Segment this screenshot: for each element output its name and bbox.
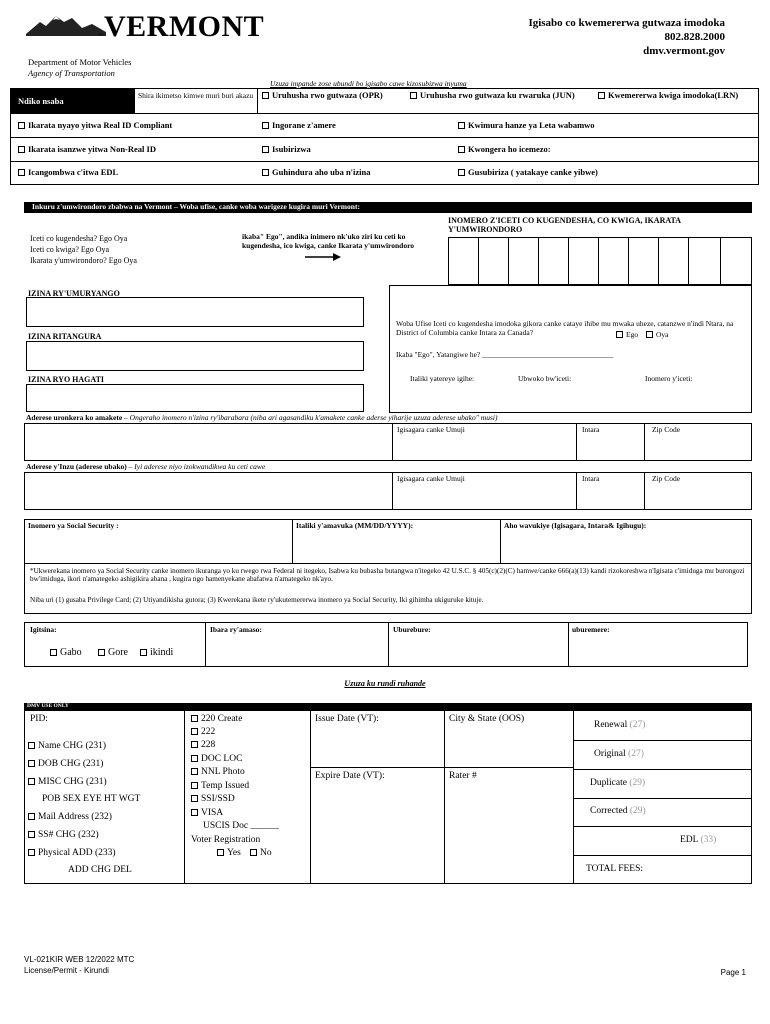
website: dmv.vermont.gov [643,45,725,57]
weight-label[interactable]: uburemere: [572,625,610,634]
dmv-rater[interactable]: Rater # [449,771,477,781]
option-lrn[interactable]: Kwemererwa kwiga imodoka(LRN) [598,91,748,101]
phone-number: 802.828.2000 [664,31,725,43]
sign-hint: Shira ikimetso kimwe muri buri akazu [138,91,254,100]
id-number-boxes[interactable] [448,237,752,285]
id-number-header: INOMERO Z'ICETI CO KUGENDESHA, CO KWIGA, IKARATA Y'UMWIRONDORO [448,216,681,235]
license-label-cell [10,88,135,114]
dmv-doc-loc[interactable]: DOC LOC [191,754,242,765]
license-type-label: Ubwoko bw'iceti: [518,374,572,383]
lrn-checkbox[interactable] [598,92,605,99]
mailing-zip-label: Zip Code [652,425,681,434]
identity-banner-text: Inkuru z'umwirondoro zbabwa na Vermont – Woba ufise, canke woba warigeze kugira muri Vermont: [32,202,360,211]
out-of-state-checkbox[interactable] [458,122,465,129]
residential-address-label: Aderese y'Inzu (aderese ubako) – Iyi aderese niyo izokwandikwa ku ceti cawe [26,462,266,471]
total-fees[interactable]: TOTAL FEES: [586,864,644,874]
option-non-real-id[interactable]: Ikarata isanzwe yitwa Non-Real ID [18,145,156,155]
female-checkbox[interactable] [98,649,105,656]
page-number: Page 1 [720,968,746,977]
mail-address-checkbox[interactable] [28,813,35,820]
license-label: Ndiko nsaba [18,96,64,106]
real-id-checkbox[interactable] [18,122,25,129]
option-jun[interactable]: Uruhusha rwo gutwaza ku rwaruka (JUN) [410,91,590,101]
fee-corrected[interactable]: Corrected (29) [590,806,646,816]
middle-name-label: IZINA RYO HAGATI [28,375,105,384]
ssn-notice: *Ukwerekana inomero ya Social Security canke inomero ikuranga yo ku rwego rwa Federal ni itegeko, Isabwa ku bubasha butangwa n'itegeko 42 U.S.C. § 405(c)(2)(C) hamwe/canke 666(a)(13) kandi rizokoreshwa n'Igisata c'imiduga mu burongozi bw'imiduga, ikori n'amategeko ashigikira abana , kugira ngo hamenyekane abafatwa n'amategeko nk'ayo. [30,567,745,584]
option-opr[interactable]: Uruhusha rwo gutwaza (OPR) [262,91,402,101]
ss-chg-checkbox[interactable] [28,831,35,838]
dmv-add-line: ADD CHG DEL [68,865,132,875]
create-220-checkbox[interactable] [191,715,198,722]
last-name-label: IZINA RY'UMURYANGO [28,289,120,298]
eye-color-label[interactable]: Ibara ry'amaso: [210,625,262,634]
last-name-field[interactable] [26,297,364,327]
agency-name: Agency of Transportation [28,68,115,78]
dob-chg-checkbox[interactable] [28,760,35,767]
other-yes-checkbox[interactable] [616,331,623,338]
vermont-logo: VERMONT [104,10,265,43]
logo-trademark: ™ [98,34,103,39]
edl-checkbox[interactable] [18,169,25,176]
first-name-field[interactable] [26,341,364,371]
dmv-dob-chg[interactable]: DOB CHG (231) [28,759,103,770]
option-duplicate-reason[interactable]: Ingorane z'amere [262,121,336,131]
ssn-exemption: Niba uri (1) gusaba Privilege Card; (2) Utiyandikisha gutora; (3) Kwerekana ikete ry'ukutemererwa inomero ya Social Security, Iki gihimba ukiguruke kituje. [30,596,484,604]
dmv-228[interactable]: 228 [191,740,215,751]
dmv-222[interactable]: 222 [191,727,215,738]
other-license-panel [389,285,752,413]
fee-duplicate[interactable]: Duplicate (29) [590,778,646,788]
change-address-name-checkbox[interactable] [262,169,269,176]
dmv-visa[interactable]: VISA [191,808,223,819]
option-real-id[interactable]: Ikarata nyayo yitwa Real ID Compliant [18,121,172,131]
misc-chg-checkbox[interactable] [28,778,35,785]
height-label[interactable]: Uburebure: [393,625,431,634]
dmv-220[interactable]: 220 Create [191,714,242,725]
continue-other-side: Uzuza ku rundi ruhande [344,679,426,688]
name-chg-checkbox[interactable] [28,742,35,749]
nnl-photo-checkbox[interactable] [191,768,198,775]
department-name: Department of Motor Vehicles [28,57,132,67]
exp-date-label: Italiki yatereye igihe: [410,374,475,383]
arrow-right-icon [305,253,341,261]
other-no-checkbox[interactable] [646,331,653,338]
add-endorsement-checkbox[interactable] [458,146,465,153]
physical-add-checkbox[interactable] [28,849,35,856]
code-228-checkbox[interactable] [191,741,198,748]
fee-original[interactable]: Original (27) [594,749,644,759]
form-name: License/Permit - Kirundi [24,966,109,975]
q-license[interactable]: Iceti co kugendesha? Ego Oya [30,234,128,243]
mailing-city-label: Igisagara canke Umuji [397,425,465,434]
mailing-state-label: Intara [582,425,600,434]
residential-city-label: Igisagara canke Umuji [397,474,465,483]
option-change-address-name[interactable]: Guhindura aho uba n'izina [262,168,371,178]
duplicate-reason-checkbox[interactable] [262,122,269,129]
if-yes-where[interactable]: Ikaba "Ego", Yatangiwe he? ___________________________________ [396,350,614,359]
option-add-endorsement[interactable]: Kwongera ho icemezo: [458,145,551,155]
dmv-expire-date[interactable]: Expire Date (VT): [315,771,385,781]
dmv-temp-issued[interactable]: Temp Issued [191,781,249,792]
other-license-question: Woba Ufise Iceti co kugendesha imodoka gikora canke cataye ihibe mu mwaka uheze, catanzwe n'indi Ntara, na District of Columbia canke Intara za Canada? [396,319,734,337]
other-license-yes[interactable]: Ego [616,331,638,340]
voter-no-checkbox[interactable] [250,849,257,856]
identity-banner [24,202,752,213]
dmv-issue-date[interactable]: Issue Date (VT): [315,714,379,724]
fee-renewal[interactable]: Renewal (27) [594,720,646,730]
gender-male[interactable]: Gabo [50,647,82,659]
dmv-misc-chg[interactable]: MISC CHG (231) [28,777,107,788]
dob-label[interactable]: Italiki y'amavuka (MM/DD/YYYY): [296,521,414,530]
vermont-logo-mountains-icon [26,10,106,40]
fee-edl[interactable]: EDL (33) [680,835,717,845]
instruction-text: Uzuza impande zose ubundi bo igisabo cawe kizosubizwa inyuma [270,79,467,88]
dmv-uscis[interactable]: USCIS Doc ______ [203,821,280,831]
voter-yes-checkbox[interactable] [217,849,224,856]
residential-address-field[interactable] [24,472,752,510]
dmv-voter-no[interactable]: No [250,848,272,859]
dmv-nnl-photo[interactable]: NNL Photo [191,767,245,778]
non-real-id-checkbox[interactable] [18,146,25,153]
gender-label: Igitsina: [30,625,57,634]
visa-checkbox[interactable] [191,809,198,816]
q-id-card[interactable]: Ikarata y'umwirondoro? Ego Oya [30,256,137,265]
replacement-checkbox[interactable] [458,169,465,176]
option-replacement[interactable]: Gusubiriza ( yatakaye canke yibwe) [458,168,598,178]
dmv-city-state[interactable]: City & State (OOS) [449,714,525,724]
license-number-label: Inomero y'iceti: [645,374,693,383]
dmv-mail-address[interactable]: Mail Address (232) [28,812,112,823]
renewal-checkbox[interactable] [262,146,269,153]
dmv-ssi-ssd[interactable]: SSI/SSD [191,794,235,805]
form-id: VL-021KIR WEB 12/2022 MTC [24,955,135,964]
first-name-label: IZINA RITANGURA [28,332,102,341]
other-license-no[interactable]: Oya [646,331,669,340]
form-title: Igisabo co kwemererwa gutwaza imodoka [528,17,725,29]
option-edl[interactable]: Icangombwa c'itwa EDL [18,168,118,178]
option-renewal[interactable]: Isubirizwa [262,145,311,155]
middle-name-field[interactable] [26,384,364,412]
residential-state-label: Intara [582,474,600,483]
dmv-voter-yes[interactable]: Yes [217,848,241,859]
dmv-pob-line: POB SEX EYE HT WGT [42,794,141,804]
sign-hint-cell [134,88,258,114]
dmv-voter-registration: Voter Registration [191,835,261,845]
dmv-ss-chg[interactable]: SS# CHG (232) [28,830,99,841]
mailing-address-label: Aderese uronkera ko amakete – Ongeraho inomero n'izina ry'ibarabara (niba ari agasandiku k'amakete canke aderse yiharije uzuza aderese ubako" musi) [26,413,498,422]
residential-zip-label: Zip Code [652,474,681,483]
mailing-address-field[interactable] [24,423,752,461]
if-yes-instruction: ikaba" Ego", andika inimero nk'uko ziri ku ceti ko kugendesha, ico kwiga, canke Ikarata y'umwirondoro [242,232,415,250]
other-gender-checkbox[interactable] [140,649,147,656]
gender-female[interactable]: Gore [98,647,128,659]
physical-row [24,622,748,667]
dmv-physical-add[interactable]: Physical ADD (233) [28,848,116,859]
temp-issued-checkbox[interactable] [191,782,198,789]
gender-other[interactable]: ikindi [140,647,173,659]
pid-label: PID: [30,714,48,724]
doc-loc-checkbox[interactable] [191,755,198,762]
opr-checkbox[interactable] [262,92,269,99]
pob-label[interactable]: Aho wavukiye (Igisagara, Intara& Igihugu): [504,521,647,530]
male-checkbox[interactable] [50,649,57,656]
ssi-ssd-checkbox[interactable] [191,795,198,802]
q-permit[interactable]: Iceti co kwiga? Ego Oya [30,245,110,254]
ssn-label[interactable]: Inomero ya Social Security : [28,521,119,530]
code-222-checkbox[interactable] [191,728,198,735]
dmv-use-text: DMV USE ONLY [27,703,69,709]
jun-checkbox[interactable] [410,92,417,99]
option-out-of-state[interactable]: Kwimura hanze ya Leta wabamwo [458,121,595,131]
dmv-name-chg[interactable]: Name CHG (231) [28,741,106,752]
